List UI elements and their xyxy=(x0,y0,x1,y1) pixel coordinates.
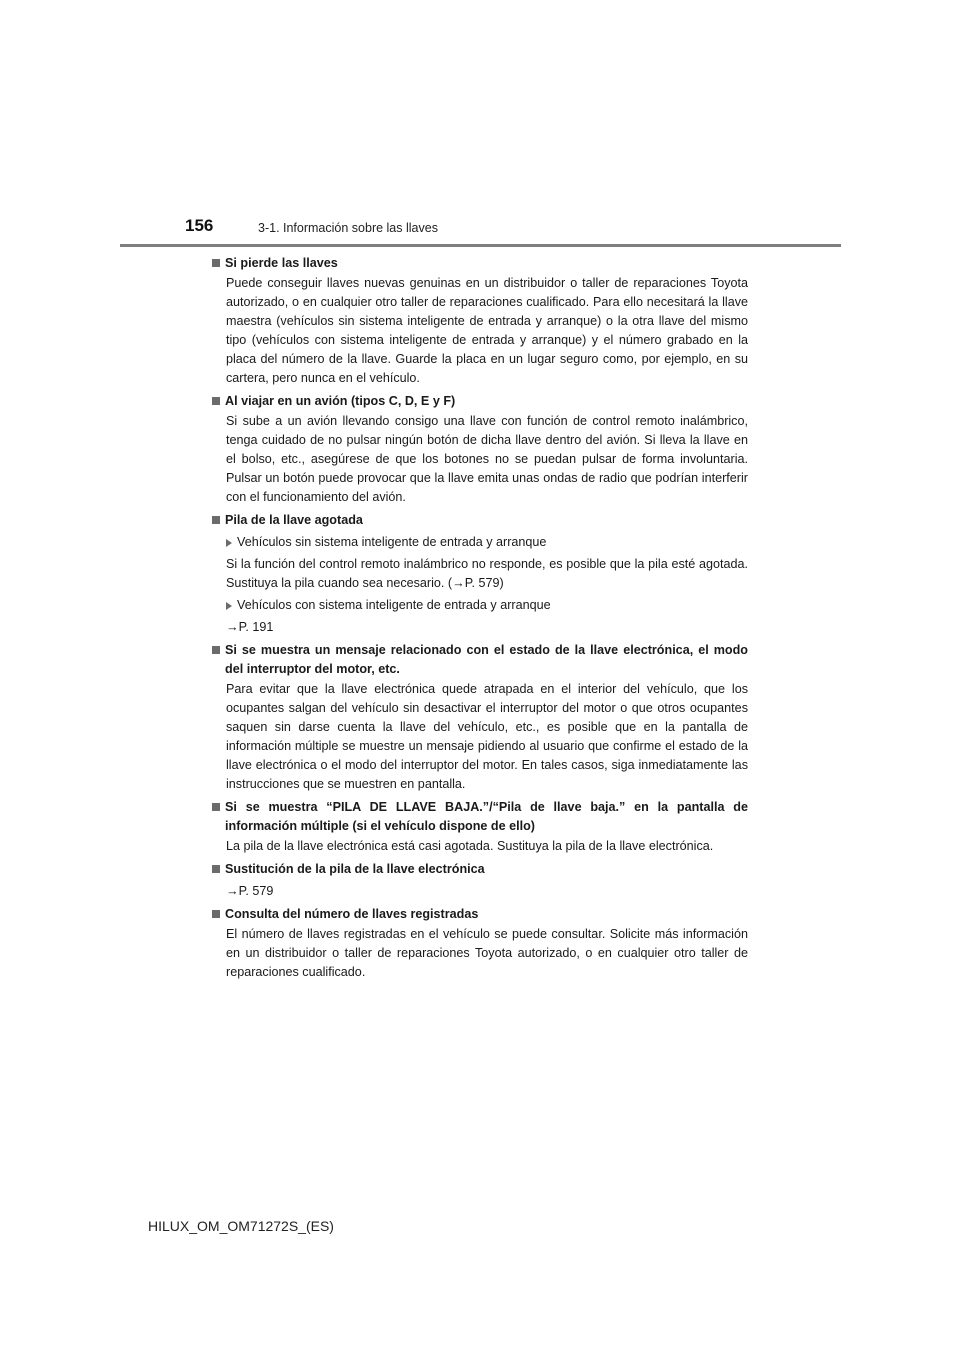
entry-heading xyxy=(212,905,748,924)
page-reference-link[interactable]: →P. 191 xyxy=(226,620,274,634)
entry-title: Sustitución de la pila de la llave electrónica xyxy=(225,862,485,876)
square-bullet-icon xyxy=(212,803,220,811)
entry-battery-replacement xyxy=(212,860,748,901)
entry-title: Si pierde las llaves xyxy=(225,256,338,270)
sub-item-with-smart-entry xyxy=(226,596,748,615)
square-bullet-icon xyxy=(212,397,220,405)
entry-body: Si sube a un avión llevando consigo una llave con función de control remoto inalámbrico, tenga cuidado de no pulsar ningún botón de dicha llave dentro del avión. Si lleva la llave en el bolso, etc., asegúrese de que los botones no se puedan pulsar de forma involuntaria. Pulsar un botón puede provocar que la llave emita unas ondas de radio que podrían interferir con el funcionamiento del avión. xyxy=(226,414,748,504)
entry-heading xyxy=(212,511,748,530)
page-number: 156 xyxy=(185,216,214,235)
square-bullet-icon xyxy=(212,910,220,918)
triangle-bullet-icon xyxy=(226,539,232,547)
entry-body: Puede conseguir llaves nuevas genuinas en un distribuidor o taller de reparaciones Toyota autorizado, o en cualquier otro taller de reparaciones cualificado. Para ello necesitará la llave maestra (vehículos sin sistema inteligente de entrada y arranque) o la otra llave del mismo tipo (vehículos con sistema inteligente de entrada y arranque) y el número grabado en la placa del número de la llave. Guarde la placa en un lugar seguro como, por ejemplo, en su cartera, pero nunca en el vehículo. xyxy=(226,276,748,385)
sub-item-label: Vehículos con sistema inteligente de entrada y arranque xyxy=(237,598,551,612)
entry-low-battery-message xyxy=(212,798,748,856)
entry-title: Si se muestra un mensaje relacionado con el estado de la llave electrónica, el modo del interruptor del motor, etc. xyxy=(225,643,748,676)
page-reference-link[interactable]: →P. 579 xyxy=(226,884,274,898)
entry-lost-keys xyxy=(212,254,748,388)
entry-heading xyxy=(212,641,748,679)
entry-heading xyxy=(212,798,748,836)
square-bullet-icon xyxy=(212,259,220,267)
entry-body: El número de llaves registradas en el vehículo se puede consultar. Solicite más información en un distribuidor o taller de reparaciones Toyota autorizado, o en cualquier otro taller de reparaciones cualificado. xyxy=(226,927,748,979)
entry-key-status-message xyxy=(212,641,748,794)
entry-title: Si se muestra “PILA DE LLAVE BAJA.”/“Pila de llave baja.” en la pantalla de información múltiple (si el vehículo dispone de ello) xyxy=(225,800,748,833)
sub-item-body: Si la función del control remoto inalámbrico no responde, es posible que la pila esté agotada. Sustituya la pila cuando sea necesario. (→P. 579) xyxy=(226,557,748,590)
entry-registered-keys xyxy=(212,905,748,982)
entry-body: Para evitar que la llave electrónica quede atrapada en el interior del vehículo, que los ocupantes salgan del vehículo sin desactivar el interruptor del motor o que otros ocupantes saquen sin darse cuenta la llave del vehículo, etc., es posible que en la pantalla de información múltiple se muestre un mensaje pidiendo al usuario que confirme el estado de la llave electrónica o el modo del interruptor del motor. En tales casos, siga inmediatamente las instrucciones que se muestren en pantalla. xyxy=(226,682,748,791)
entry-title: Pila de la llave agotada xyxy=(225,513,363,527)
page-content xyxy=(212,254,748,986)
square-bullet-icon xyxy=(212,516,220,524)
entry-heading xyxy=(212,254,748,273)
square-bullet-icon xyxy=(212,865,220,873)
section-title: 3-1. Información sobre las llaves xyxy=(258,221,438,235)
sub-item-label: Vehículos sin sistema inteligente de entrada y arranque xyxy=(237,535,547,549)
header-rule xyxy=(120,244,841,247)
footer-document-code: HILUX_OM_OM71272S_(ES) xyxy=(148,1218,334,1234)
square-bullet-icon xyxy=(212,646,220,654)
entry-heading xyxy=(212,392,748,411)
entry-title: Al viajar en un avión (tipos C, D, E y F) xyxy=(225,394,456,408)
entry-title: Consulta del número de llaves registradas xyxy=(225,907,479,921)
sub-item-without-smart-entry xyxy=(226,533,748,552)
entry-airplane xyxy=(212,392,748,507)
triangle-bullet-icon xyxy=(226,602,232,610)
entry-heading xyxy=(212,860,748,879)
entry-body: La pila de la llave electrónica está casi agotada. Sustituya la pila de la llave electrónica. xyxy=(226,839,714,853)
entry-dead-battery xyxy=(212,511,748,637)
